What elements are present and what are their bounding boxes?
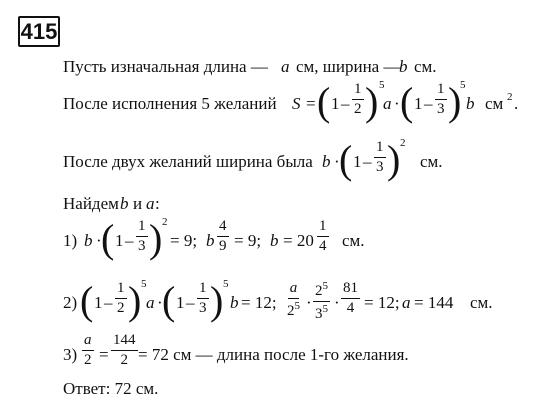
after5-paren-open-1: ( [317,79,331,124]
after5-unit: см [485,94,504,113]
after5-text: После исполнения 5 желаний [63,94,277,113]
problem-number-badge [18,16,60,47]
after5-period: . [514,94,519,113]
after2-var-b: b [322,152,331,171]
step1-mixed-fraction-den: 4 [319,238,327,254]
after5-fraction-1-den: 2 [354,101,362,117]
step2-minus-2: – [186,293,195,312]
step2-fraction-2 [197,281,209,316]
intro-var-b: b [399,57,408,76]
step2-var-b: b [230,293,239,312]
after5-eq: = [306,94,316,113]
step3-fraction-2-num: 144 [111,333,138,351]
step1-fraction-num: 1 [136,219,148,237]
step2-fraction-a-den: 2 [287,303,295,319]
after2-dot: · [334,152,340,171]
find-text: Найдем [63,194,119,213]
step2-fraction-b-den-wrap [313,302,330,322]
intro-text-c: см. [414,57,437,76]
step1-fraction-2-num: 4 [217,219,229,237]
step1-var-b3: b [270,231,279,250]
after5-var-S: S [292,94,301,113]
step2-fraction-2-den: 3 [199,300,207,316]
step1-var-b: b [84,231,93,250]
step1-eq20: = 20 [283,231,314,250]
step2-unit: см. [470,293,493,312]
step3-fraction-1-den: 2 [84,352,92,368]
after5-fraction-2-num: 1 [435,82,447,100]
after5-paren-close-2: ) [448,79,462,124]
step2-power-1: 5 [141,278,147,290]
step1-paren-open: ( [101,216,115,261]
step1-minus: – [125,231,134,250]
step2-fraction-c-den: 4 [346,300,355,316]
after5-fraction-2 [435,82,447,117]
step2-eq12b: = 12; [364,293,400,312]
step3-fraction-1 [82,333,94,368]
step2-paren-open-1: ( [80,278,94,323]
step1-fraction-2-den: 9 [219,238,227,254]
step3-eq: = [99,345,109,364]
step2-fraction-a-num: a [288,281,300,299]
find-var-b: b [120,194,129,213]
step2-minus-1: – [104,293,113,312]
step3-fraction-1-num: a [82,333,94,351]
step2-fraction-b-num-pow: 5 [322,280,328,292]
step1-fraction [136,219,148,254]
find-var-a: a [146,194,155,213]
step2-paren-open-2: ( [162,278,176,323]
step2-fraction-a-den-pow: 5 [294,300,300,312]
step2-fraction-1-num: 1 [115,281,127,299]
step2-paren-close-2: ) [210,278,224,323]
after5-unit-power: 2 [507,91,513,103]
after2-power: 2 [400,137,406,149]
after2-one: 1 [353,152,362,171]
step2-fraction-a-den-wrap [285,299,302,319]
step2-power-2: 5 [223,278,229,290]
after5-var-a: a [383,94,392,113]
step2-label: 2) [63,293,78,312]
after2-text: После двух желаний ширина была [63,152,313,171]
after5-minus-1: – [341,94,350,113]
after5-dot: · [394,94,400,113]
step2-eq12: = 12; [241,293,277,312]
step1-dot: · [96,231,102,250]
after2-fraction [374,140,386,175]
step2-var-a: a [146,293,155,312]
after5-var-b: b [466,94,475,113]
step1-one: 1 [115,231,124,250]
step2-paren-close-1: ) [128,278,142,323]
after2-paren-close: ) [387,137,401,182]
after5-one-2: 1 [414,94,423,113]
find-colon: : [155,194,160,213]
after2-paren-open: ( [339,137,353,182]
step1-unit: см. [342,231,365,250]
step1-mixed-fraction [317,219,329,254]
step1-mixed-fraction-num: 1 [317,219,329,237]
answer-text: Ответ: 72 см. [63,379,159,398]
step2-fraction-2-num: 1 [197,281,209,299]
after2-unit: см. [420,152,443,171]
after5-power-2: 5 [460,79,466,91]
step2-fraction-b [313,281,330,322]
step1-var-b2: b [206,231,215,250]
step1-paren-close: ) [149,216,163,261]
step2-one-2: 1 [176,293,185,312]
intro-text-b: см, ширина — [296,57,401,76]
after5-fraction-2-den: 3 [437,101,445,117]
find-and: и [133,194,143,213]
step2-fraction-1-den: 2 [117,300,125,316]
after2-minus: – [363,152,372,171]
step2-dot-3: · [334,293,340,312]
after2-fraction-num: 1 [374,140,386,158]
step1-power: 2 [162,216,168,228]
intro-text-a: Пусть изначальная длина — [63,57,268,76]
step2-one-1: 1 [94,293,103,312]
step1-eq9: = 9; [170,231,198,250]
after5-one-1: 1 [331,94,340,113]
step1-eq9b: = 9; [234,231,262,250]
step2-fraction-b-den: 3 [315,306,323,322]
step2-fraction-a [285,281,302,319]
step2-fraction-c-num: 81 [341,281,360,299]
step2-var-a2: a [402,293,411,312]
step3-fraction-2-den: 2 [120,352,128,368]
after5-minus-2: – [424,94,433,113]
after2-fraction-den: 3 [376,159,384,175]
step1-fraction-den: 3 [138,238,146,254]
step2-fraction-b-num: 2 [315,283,323,299]
step2-dot: · [157,293,163,312]
step3-result: = 72 см — длина после 1-го желания. [138,345,409,364]
step3-label: 3) [63,345,78,364]
after5-fraction-1-num: 1 [352,82,364,100]
step1-label: 1) [63,231,78,250]
after5-paren-close-1: ) [365,79,379,124]
after5-paren-open-2: ( [400,79,414,124]
step2-fraction-b-num-wrap [313,281,330,302]
step3-fraction-2 [111,333,138,368]
step2-dot-2: · [306,293,312,312]
step2-fraction-c [341,281,360,316]
step2-fraction-b-den-pow: 5 [322,303,328,315]
step2-eq144: = 144 [414,293,454,312]
problem-number: 415 [20,19,58,44]
step2-fraction-1 [115,281,127,316]
intro-var-a: a [281,57,290,76]
step1-fraction-2 [217,219,229,254]
after5-power-1: 5 [379,79,385,91]
after5-fraction-1 [352,82,364,117]
